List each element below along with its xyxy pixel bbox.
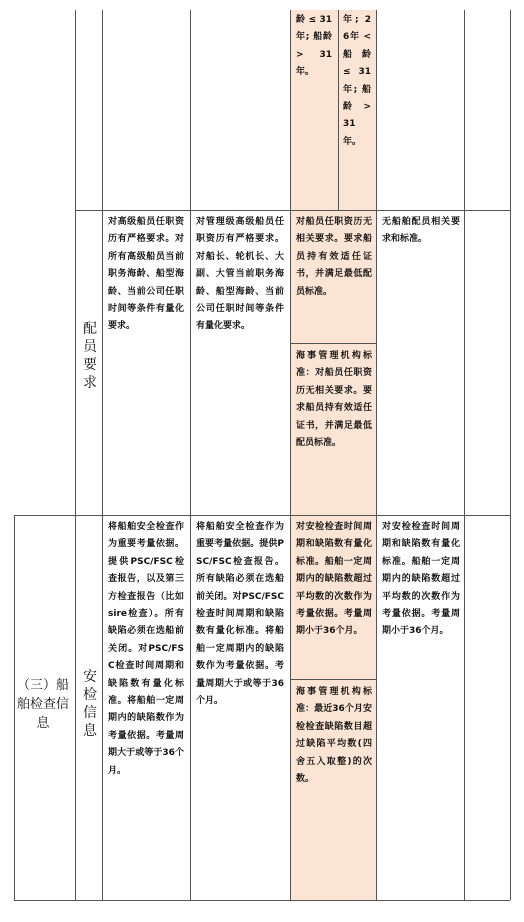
- staffing-col-c: 对管理级高级船员任职资历有严格要求。对船长、轮机长、大副、大管当前职务海龄、船型海龄、当前公司任职时间等条件有量化要求。: [196, 217, 284, 332]
- inspection-col-c: 将船舶安全检查作为重要考量依据。提供PSC/FSC检查报告。所有缺陷必须在选船前关闭。对PSC/FSC检查时间周期和缺陷数有量化标准。将船舶一定周期内的缺陷数作为考量依据。考量周期大于或等于36个月。: [196, 522, 284, 707]
- staffing-col-b: 对高级船员任职资历有严格要求。对所有高级船员当前职务海龄、船型海龄、当前公司任职时间等条件有量化要求。: [108, 217, 184, 332]
- inspection-label: 安检信息: [83, 669, 97, 739]
- staffing-col-d-upper: 对船员任职资历无相关要求。要求船员持有效适任证书，并满足最低配员标准。: [296, 217, 372, 297]
- top-row-col-e: 年; 26年 < 船龄 ≤ 31年; 船龄 > 31年。: [343, 15, 371, 147]
- staffing-col-e: 无船舶配员相关要求和标准。: [382, 217, 460, 245]
- staffing-col-d-lower: 海事管理机构标准：对船员任职资历无相关要求。要求船员持有效适任证书，并满足最低配员标准。: [296, 351, 372, 449]
- inspection-col-e: 对安检检查时间周期和缺陷数有量化标准。船舶一定周期内的缺陷数超过平均数的次数作为考量依据。考量周期小于36个月。: [382, 522, 460, 637]
- staffing-label: 配员要求: [83, 321, 97, 391]
- inspection-col-d-upper: 对安检检查时间周期和缺陷数有量化标准。船舶一定周期内的缺陷数超过平均数的次数作为考量依据。考量周期小于36个月。: [296, 522, 372, 637]
- section-label-text: （三）船舶检查信息: [16, 678, 69, 731]
- inspection-col-d-lower: 海事管理机构标准：最近36个月安检检查缺陷数目超过缺陷平均数(四舍五入取整)的次数。: [296, 687, 372, 785]
- top-row-col-d: 龄 ≤ 31年; 船龄 > 31年。: [296, 15, 332, 78]
- inspection-col-b: 将船舶安全检查作为重要考量依据。提供PSC/FSC检查报告，以及第三方检查报告（比如sire检查）。所有缺陷必须在选船前关闭。对PSC/FSC检查时间周期和缺陷数有量化标准。将船舶一定周期内的缺陷数作为考量依据。考量周期大于或等于36个月。: [108, 522, 184, 776]
